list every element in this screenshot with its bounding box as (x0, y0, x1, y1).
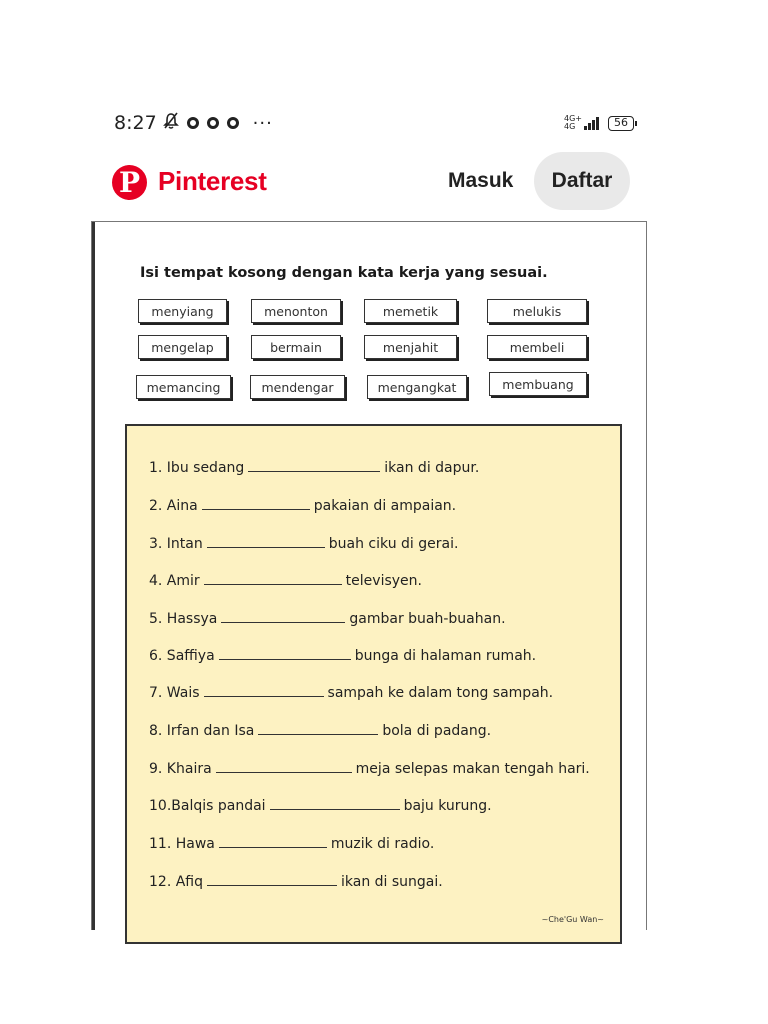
worksheet-instruction: Isi tempat kosong dengan kata kerja yang sesuai. (140, 265, 548, 281)
question-text: baju kurung. (403, 798, 492, 814)
question-item (149, 460, 479, 476)
question-item (149, 874, 443, 890)
question-text: buah ciku di gerai. (328, 536, 459, 552)
question-item (149, 648, 536, 664)
question-text: 12. Afiq (149, 874, 203, 890)
signal-icon (584, 116, 600, 130)
battery-level: 56 (614, 115, 628, 129)
questions-panel (125, 424, 622, 944)
answer-blank (204, 583, 342, 585)
network-type-bottom: 4G (564, 122, 576, 131)
answer-blank (202, 508, 310, 510)
question-item (149, 836, 434, 852)
pinterest-logo-icon[interactable]: P (112, 165, 147, 200)
question-text: 11. Hawa (149, 836, 215, 852)
question-item (149, 723, 491, 739)
word-bank-item: memetik (364, 299, 457, 323)
word-bank-item: menonton (251, 299, 341, 323)
signup-button[interactable]: Daftar (534, 152, 630, 210)
question-text: 1. Ibu sedang (149, 460, 245, 476)
question-text: bunga di halaman rumah. (354, 648, 537, 664)
word-bank-item: mengangkat (367, 375, 467, 399)
word-bank-item: melukis (487, 299, 587, 323)
word-bank-item: memancing (136, 375, 231, 399)
app-header (112, 152, 632, 210)
question-text: 5. Hassya (149, 611, 218, 627)
answer-blank (207, 884, 337, 886)
question-text: meja selepas makan tengah hari. (355, 761, 590, 777)
answer-blank (221, 621, 345, 623)
answer-blank (204, 695, 324, 697)
question-item (149, 761, 590, 777)
question-text: 8. Irfan dan Isa (149, 723, 255, 739)
word-bank-item: bermain (251, 335, 341, 359)
question-item (149, 685, 553, 701)
status-bar (114, 110, 634, 136)
answer-blank (219, 658, 351, 660)
question-text: 7. Wais (149, 685, 200, 701)
question-text: 6. Saffiya (149, 648, 215, 664)
answer-blank (219, 846, 327, 848)
answer-blank (207, 546, 325, 548)
word-bank-item: mendengar (250, 375, 345, 399)
question-item (149, 573, 422, 589)
brand-name[interactable]: Pinterest (158, 166, 267, 196)
worksheet-image[interactable] (91, 221, 647, 930)
answer-blank (270, 808, 400, 810)
overflow-icon: ··· (252, 112, 273, 134)
question-text: gambar buah-buahan. (349, 611, 506, 627)
status-right-group (564, 110, 634, 136)
question-text: ikan di dapur. (384, 460, 480, 476)
question-text: televisyen. (345, 573, 422, 589)
question-text: pakaian di ampaian. (313, 498, 457, 514)
question-text: ikan di sungai. (341, 874, 443, 890)
answer-blank (248, 470, 380, 472)
question-item (149, 498, 456, 514)
question-text: bola di padang. (382, 723, 492, 739)
notification-dot-icon (187, 117, 199, 129)
login-button[interactable]: Masuk (448, 169, 514, 192)
question-text: muzik di radio. (330, 836, 435, 852)
question-text: 2. Aina (149, 498, 198, 514)
notification-dot-icon (207, 117, 219, 129)
word-bank-item: menyiang (138, 299, 227, 323)
network-type-top: 4G+ (564, 114, 582, 123)
answer-blank (258, 733, 378, 735)
battery-icon (608, 116, 634, 131)
question-item (149, 798, 492, 814)
question-item (149, 611, 506, 627)
question-text: 10.Balqis pandai (149, 798, 266, 814)
question-text: 3. Intan (149, 536, 203, 552)
question-text: 9. Khaira (149, 761, 212, 777)
question-text: 4. Amir (149, 573, 200, 589)
network-type (564, 115, 582, 131)
word-bank-item: mengelap (138, 335, 227, 359)
author-credit: ~Che'Gu Wan~ (541, 915, 604, 924)
mute-bell-icon (163, 112, 179, 134)
word-bank-item: menjahit (364, 335, 457, 359)
answer-blank (216, 771, 352, 773)
question-item (149, 536, 458, 552)
notification-dot-icon (227, 117, 239, 129)
question-text: sampah ke dalam tong sampah. (327, 685, 554, 701)
word-bank-item: membeli (487, 335, 587, 359)
word-bank-item: membuang (489, 372, 587, 396)
status-time: 8:27 (114, 112, 157, 134)
